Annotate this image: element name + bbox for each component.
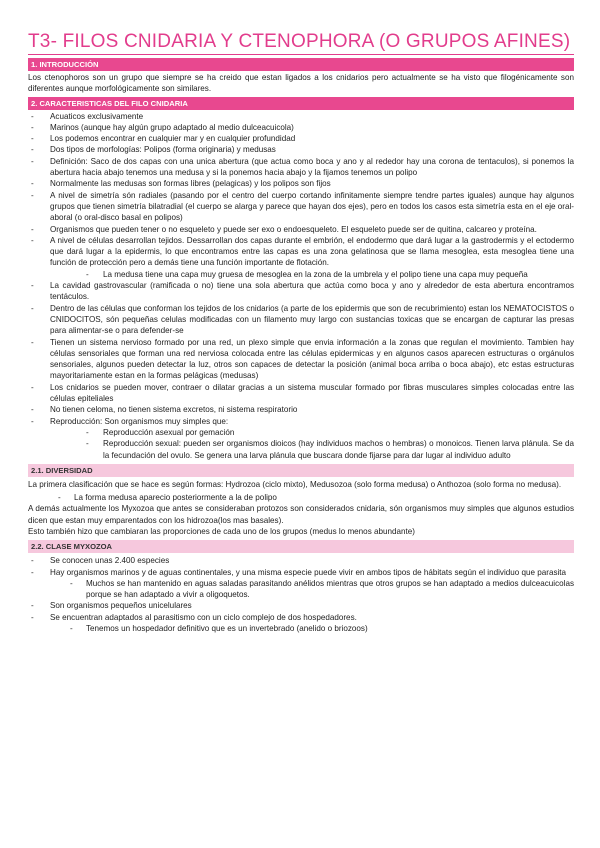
diversidad-sublist xyxy=(28,492,574,503)
section-header-myxozoa: 2.2. CLASE MYXOZOA xyxy=(28,540,574,553)
diversidad-paragraph: La primera clasificación que se hace es según formas: Hydrozoa (ciclo mixto), Medusozoa (solo forma medusa) o Anthozoa (solo forma no medusa). xyxy=(28,479,562,489)
list-item: - Los podemos encontrar en cualquier mar y en cualquier profundidad xyxy=(28,133,574,144)
document-page xyxy=(28,30,574,634)
list-item: - No tienen celoma, no tienen sistema excretos, ni sistema respiratorio xyxy=(28,404,574,415)
list-item: - Reproducción sexual: pueden ser organismos dioicos (hay individuos machos o hembras) o monoicos. Tienen larva plánula. Se da la fecundación del ovulo. Se genera una larva plánula que buscara donde fijarse para dar lugar al individuo adulto xyxy=(28,438,574,461)
list-item: - Marinos (aunque hay algún grupo adaptado al medio dulceacuicola) xyxy=(28,122,574,133)
list-item: - Hay organismos marinos y de aguas continentales, y una misma especie puede vivir en ambos tipos de hábitats según el individuo que parasita xyxy=(28,567,574,578)
myxozoa-list-2 xyxy=(28,600,574,623)
myxozoa-list xyxy=(28,555,574,578)
myxozoa-sublist xyxy=(28,578,574,601)
caracteristicas-list-2 xyxy=(28,280,574,427)
section-header-caracteristicas: 2. CARACTERISTICAS DEL FILO CNIDARIA xyxy=(28,97,574,110)
list-item: - Tenemos un hospedador definitivo que es un invertebrado (anelido o briozoos) xyxy=(28,623,574,634)
list-item: - Muchos se han mantenido en aguas saladas parasitando anélidos mientras que otros grupos se han adaptado a medios dulceacuicolas porque se han adaptado a vivir a oligoquetos. xyxy=(28,578,574,601)
list-item: - A nivel de células desarrollan tejidos. Dessarrollan dos capas durante el embrión, el endodermo que dará lugar a la gastrodermis y el ectodermo que dará lugar a la epidermis, lo que encontramos entre las capas es una zona gelatinosa que se llama mesoglea, esta mesoglea tiene una función de protección pero a demás tiene una función importante de flotación. xyxy=(28,235,574,269)
myxozoa-sublist-2 xyxy=(28,623,574,634)
intro-paragraph: Los ctenophoros son un grupo que siempre se ha creido que estan ligados a los cnidarios pero actualmente se ha visto que filogénicamente son diferentes aunque morfológicamente son similares. xyxy=(28,73,574,94)
section-header-diversidad: 2.1. DIVERSIDAD xyxy=(28,464,574,477)
list-item: - Organismos que pueden tener o no esqueleto y puede ser exo o endoesqueleto. El esqueleto puede ser de quitina, calcareo y proteína. xyxy=(28,224,574,235)
page-title: T3- FILOS CNIDARIA Y CTENOPHORA (O GRUPOS AFINES) xyxy=(28,30,574,55)
reproduccion-sublist xyxy=(28,427,574,461)
list-item: - Dos tipos de morfologías: Polipos (forma originaria) y medusas xyxy=(28,144,574,155)
list-item: - Se conocen unas 2.400 especies xyxy=(28,555,574,566)
diversidad-paragraph-3: Esto también hizo que cambiaran las proporciones de cada uno de los grupos (medus lo menos abundante) xyxy=(28,526,415,536)
list-item: - La medusa tiene una capa muy gruesa de mesoglea en la zona de la umbrela y el polipo tiene una capa muy pequeña xyxy=(28,269,574,280)
diversidad-paragraph-2: A demás actualmente los Myxozoa que antes se consideraban protozos son considerados cnidaria, són organismos muy simples que algunos estudios dicen que estan muy emparentados con los hidrozoa(los mas basales). xyxy=(28,504,574,525)
list-item: - La cavidad gastrovascular (ramificada o no) tiene una sola abertura que actúa como boca y ano y alrededor de esta abertura encontramos tentáculos. xyxy=(28,280,574,303)
list-item: - Acuaticos exclusivamente xyxy=(28,111,574,122)
list-item: - A nivel de simetría són radiales (pasando por el centro del cuerpo cortando infinitamente siempre tendre partes iguales) aunque hay algunos grupos que tienen simetría bilatradial (el cuerpo se alarga y parece que hayan dos ejes), pero en todos los casos esta simetría esta en el eje oral-aboral (o oral-disco basal en polipos) xyxy=(28,190,574,224)
section-header-introduccion: 1. INTRODUCCIÓN xyxy=(28,58,574,71)
mesoglea-sublist xyxy=(28,269,574,280)
list-item: - Definición: Saco de dos capas con una unica abertura (que actua como boca y ano y al rededor hay una corona de tentaculos), si ponemos la abertura hacia abajo tenemos una medusa y si la ponemos hacia abajo y la fijamos tenemos un polipo xyxy=(28,156,574,179)
list-item: - Reproducción asexual por gemación xyxy=(28,427,574,438)
list-item: - Los cnidarios se pueden mover, contraer o dilatar gracias a un sistema muscular formado por fibras musculares simples colocadas entre las células epiteliales xyxy=(28,382,574,405)
list-item: - Dentro de las células que conforman los tejidos de los cnidarios (a parte de los epidermis que son de recubrimiento) estan los NEMATOCISTOS o CNIDOCITOS, són pequeñas celulas modificadas con un filamento muy largo con sustancias toxicas que se encargan de capturar las presas para alimentar-se o para defender-se xyxy=(28,303,574,337)
list-item: - Se encuentran adaptados al parasitismo con un ciclo complejo de dos hospedadores. xyxy=(28,612,574,623)
caracteristicas-list xyxy=(28,111,574,269)
list-item: - Son organismos pequeños unicelulares xyxy=(28,600,574,611)
list-item: - La forma medusa aparecio posteriormente a la de polipo xyxy=(28,492,574,503)
list-item: - Reproducción: Son organismos muy simples que: xyxy=(28,416,574,427)
list-item: - Normalmente las medusas son formas libres (pelagicas) y los polipos son fijos xyxy=(28,178,574,189)
list-item: - Tienen un sistema nervioso formado por una red, un plexo simple que envia información a la zonas que regulan el movimiento. Tambien hay células sensoriales que forman una red nerviosa colocada entre las células epidermicas y en algunos casos aparecen estructuras o orgánulos sensoriales, algunos pueden detectar la luz, otros son capaces de detectar la posición (animal boca arriba o boca abajo), etc estas estructuras mayoritariamente estan en la formas pelágicas (medusas) xyxy=(28,337,574,382)
